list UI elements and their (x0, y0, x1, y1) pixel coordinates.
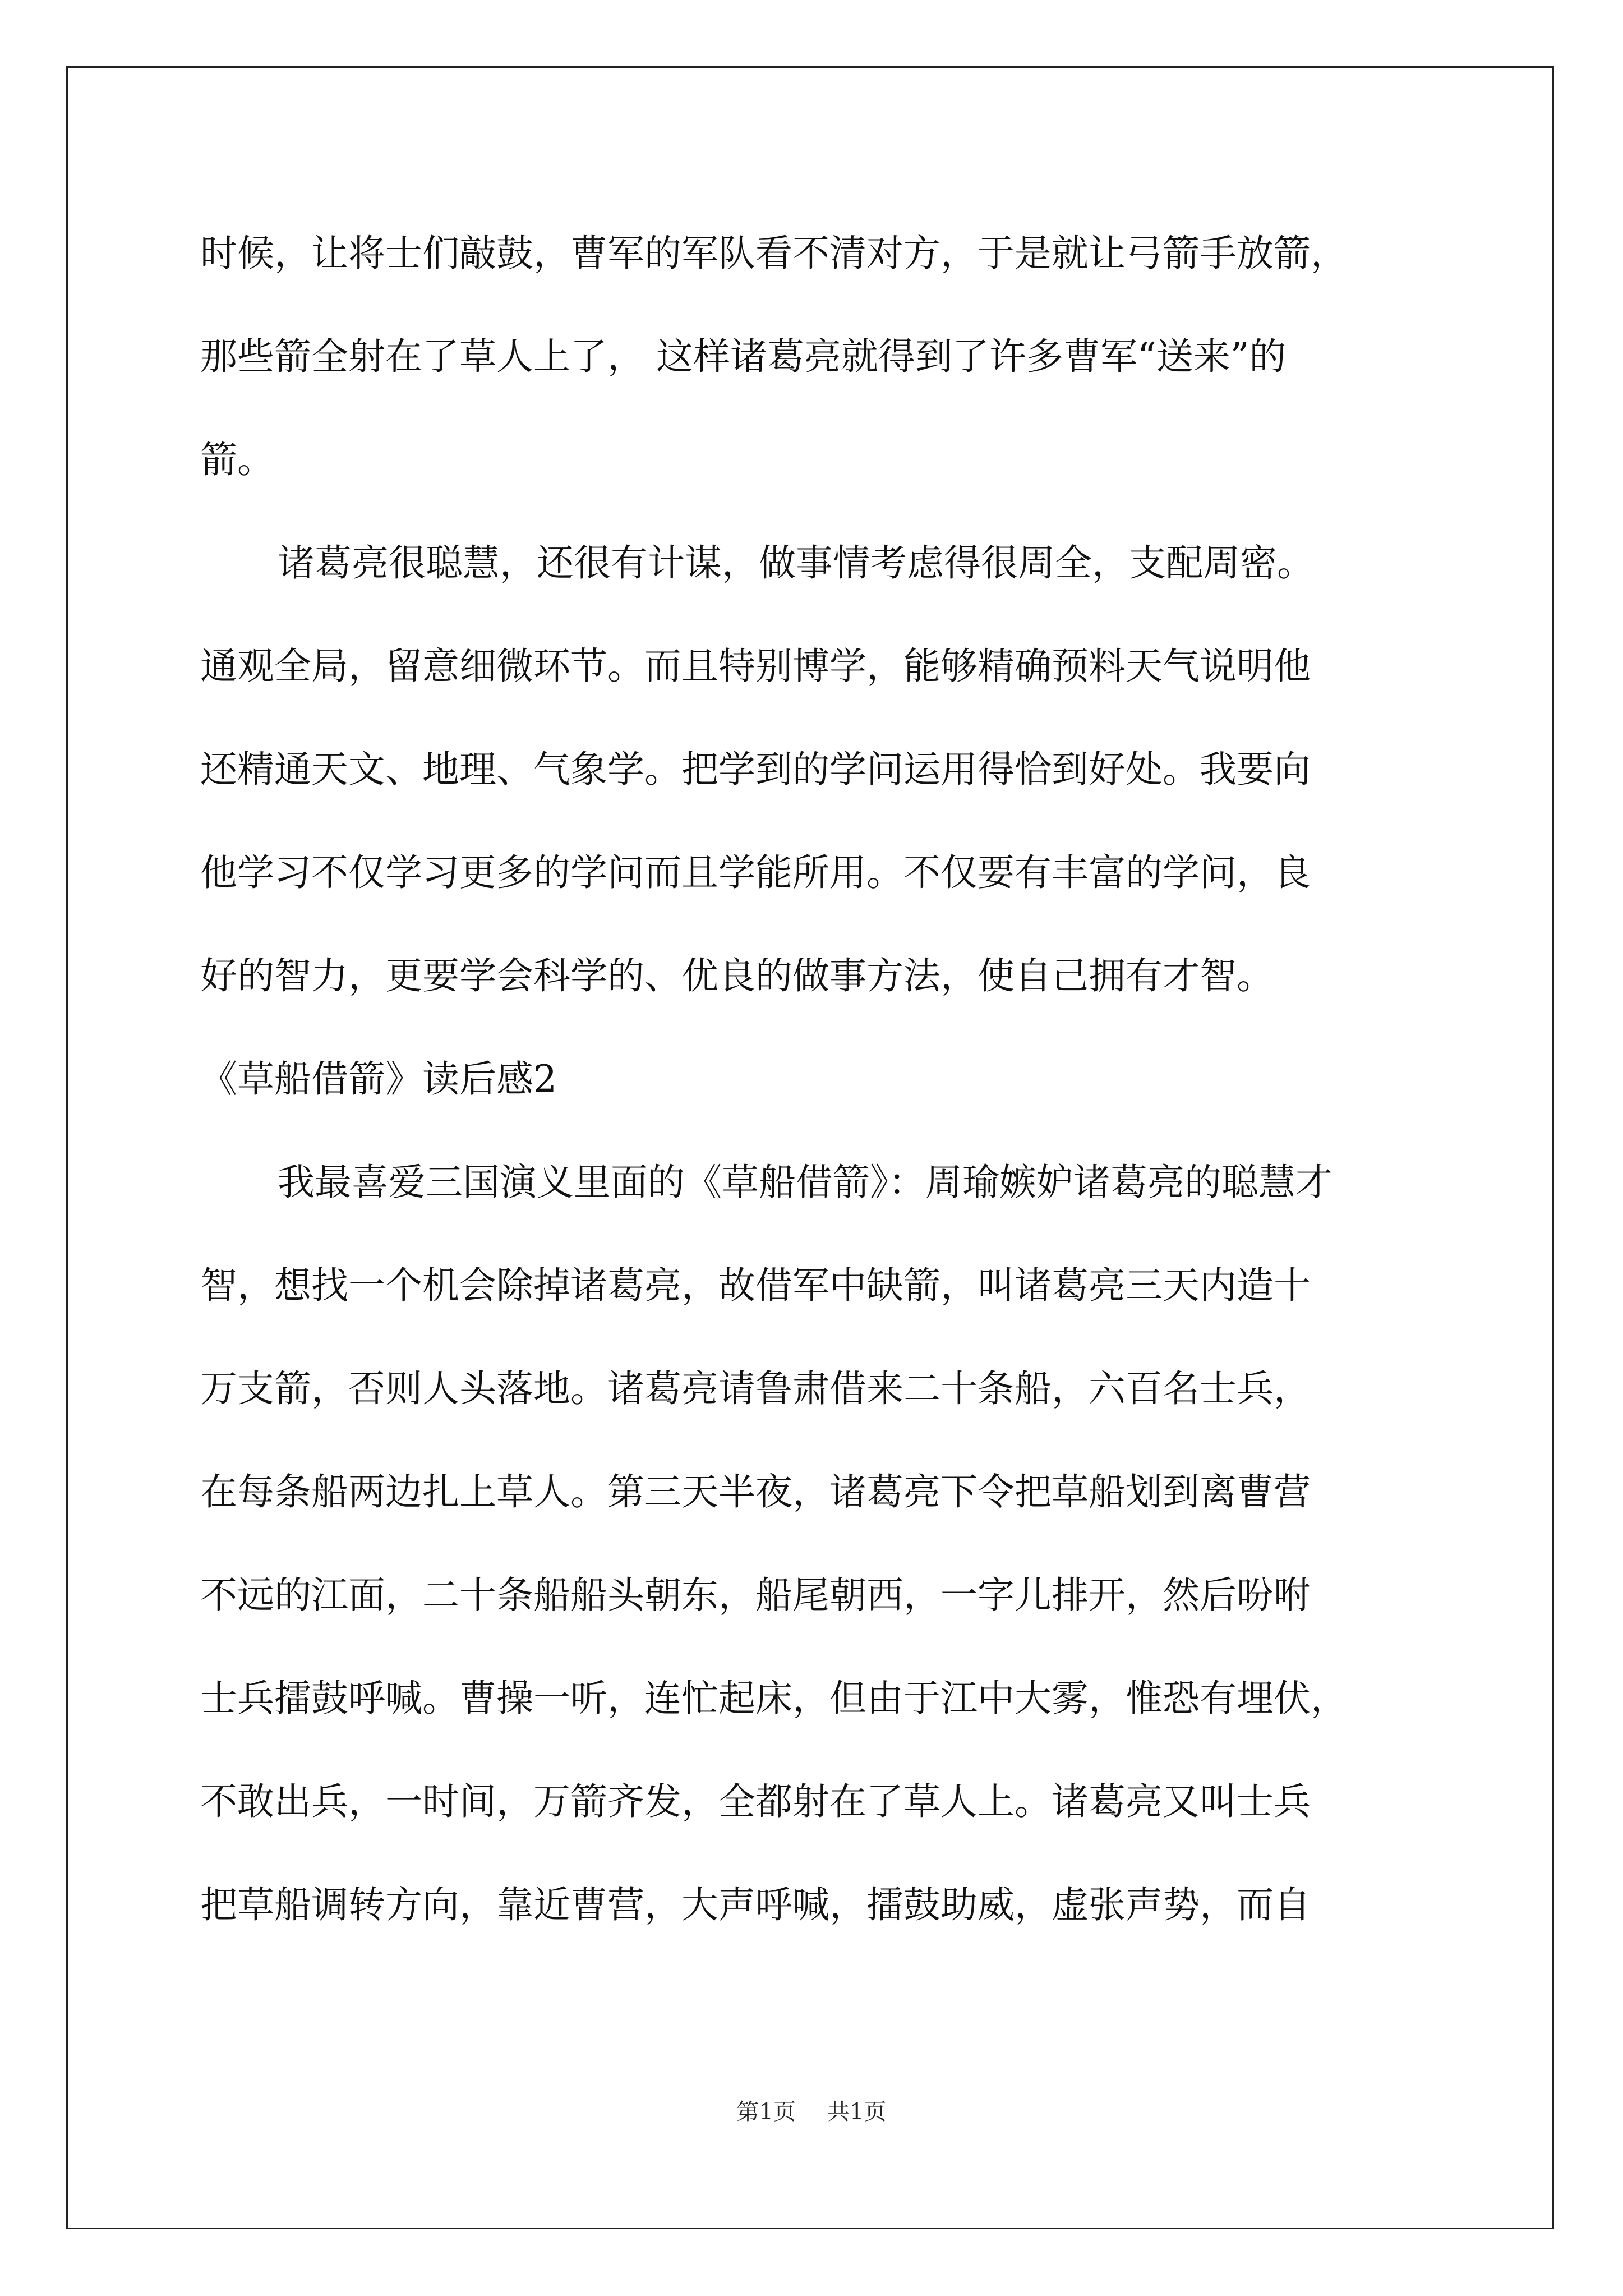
paragraph-start-line: 我最喜爱三国演义里面的《草船借箭》：周瑜嫉妒诸葛亮的聪慧才 (278, 1161, 1332, 1204)
page-number-total: 共1页 (827, 2099, 887, 2125)
text-line: 不敢出兵，一时间，万箭齐发，全都射在了草人上。诸葛亮又叫士兵 (200, 1780, 1311, 1823)
text-line: 在每条船两边扎上草人。第三天半夜，诸葛亮下令把草船划到离曹营 (200, 1470, 1311, 1513)
document-body (200, 202, 1428, 1957)
page-number-current: 第1页 (736, 2099, 796, 2125)
text-line: 箭。 (200, 438, 274, 481)
text-line: 不远的江面，二十条船船头朝东，船尾朝西，一字儿排开，然后吩咐 (200, 1573, 1311, 1617)
text-line: 时候，让将士们敲鼓，曹军的军队看不清对方，于是就让弓箭手放箭， (200, 232, 1348, 275)
text-line: 士兵擂鼓呼喊。曹操一听，连忙起床，但由于江中大雾，惟恐有埋伏， (200, 1677, 1348, 1720)
text-line: 智，想找一个机会除掉诸葛亮，故借军中缺箭，叫诸葛亮三天内造十 (200, 1264, 1311, 1307)
text-line: 万支箭，否则人头落地。诸葛亮请鲁肃借来二十条船，六百名士兵， (200, 1367, 1311, 1410)
text-line: 还精通天文、地理、气象学。把学到的学问运用得恰到好处。我要向 (200, 748, 1311, 791)
text-line: 他学习不仅学习更多的学问而且学能所用。不仅要有丰富的学问，良 (200, 851, 1311, 894)
text-line: 把草船调转方向，靠近曹营，大声呼喊，擂鼓助威，虚张声势，而自 (200, 1883, 1311, 1926)
paragraph-start-line: 诸葛亮很聪慧，还很有计谋，做事情考虑得很周全，支配周密。 (278, 541, 1314, 585)
section-heading: 《草船借箭》读后感2 (200, 1057, 557, 1101)
text-line: 通观全局，留意细微环节。而且特别博学，能够精确预料天气说明他 (200, 645, 1311, 688)
text-line: 那些箭全射在了草人上了， 这样诸葛亮就得到了许多曹军“送来”的 (200, 335, 1287, 378)
page-footer (0, 2098, 1623, 2126)
text-line: 好的智力，更要学会科学的、优良的做事方法，使自己拥有才智。 (200, 954, 1274, 997)
